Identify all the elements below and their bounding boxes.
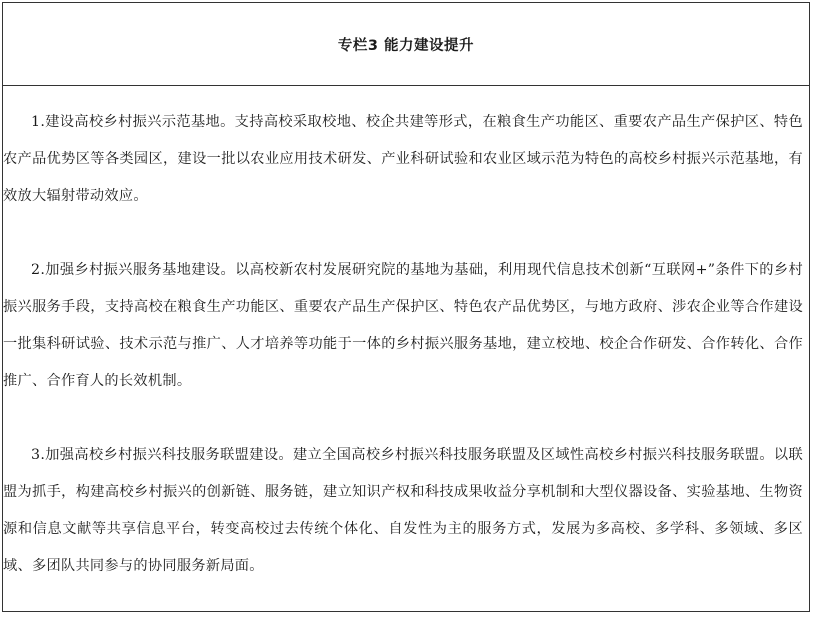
paragraph-2: 2.加强乡村振兴服务基地建设。以高校新农村发展研究院的基地为基础，利用现代信息技术创新“互联网+”条件下的乡村振兴服务手段，支持高校在粮食生产功能区、重要农产品生产保护区、特色农产品优势区，与地方政府、涉农企业等合作建设一批集科研试验、技术示范与推广、人才培养等功能于一体的乡村振兴服务基地，建立校地、校企合作研发、合作转化、合作推广、合作育人的长效机制。 bbox=[3, 262, 803, 389]
column-box bbox=[2, 2, 810, 612]
column-header bbox=[3, 3, 809, 86]
paragraph-1: 1.建设高校乡村振兴示范基地。支持高校采取校地、校企共建等形式，在粮食生产功能区、重要农产品生产保护区、特色农产品优势区等各类园区，建设一批以农业应用技术研发、产业科研试验和农业区域示范为特色的高校乡村振兴示范基地，有效放大辐射带动效应。 bbox=[3, 114, 803, 204]
paragraph-3: 3.加强高校乡村振兴科技服务联盟建设。建立全国高校乡村振兴科技服务联盟及区域性高校乡村振兴科技服务联盟。以联盟为抓手，构建高校乡村振兴的创新链、服务链，建立知识产权和科技成果收益分享机制和大型仪器设备、实验基地、生物资源和信息文献等共享信息平台，转变高校过去传统个体化、自发性为主的服务方式，发展为多高校、多学科、多领域、多区域、多团队共同参与的协同服务新局面。 bbox=[3, 447, 803, 574]
column-content bbox=[3, 86, 809, 585]
column-title: 专栏3 能力建设提升 bbox=[337, 37, 475, 54]
